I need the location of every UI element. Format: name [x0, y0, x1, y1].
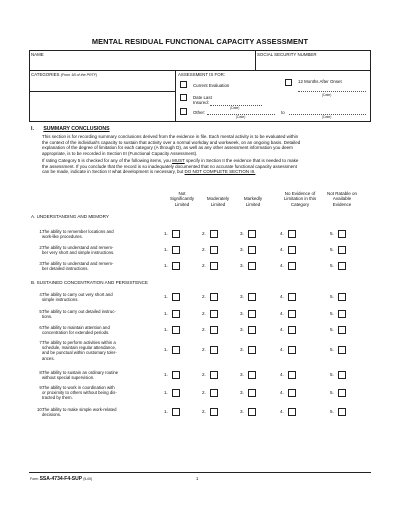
rating-checkbox-1[interactable] — [172, 246, 180, 254]
rating-option-label: 3. — [240, 347, 244, 353]
rating-checkbox-5[interactable] — [338, 246, 346, 254]
item-description: The ability to make simple work-related decisions. — [42, 407, 117, 418]
intro-paragraph: This section is for recording summary conclusions derived from the evidence in file. Each mental activity is to be evaluated within the context of the individual's capacity to sustain that activity over a normal workday and workweek, on an ongoing basis. Detailed explanation of the degree of limitation for each category (A through D), as well as any other assessment information you deem appropriate, is to be recorded in Section III (Functional Capacity Assessment). — [42, 134, 301, 156]
rating-option-label: 4. — [280, 294, 284, 300]
rating-checkbox-5[interactable] — [338, 310, 346, 318]
rating-option-label: 5. — [330, 409, 334, 415]
rating-option-label: 2. — [202, 311, 206, 317]
date-last-insured-caption: (Date) — [230, 106, 240, 110]
categories-field[interactable] — [30, 78, 174, 121]
form-title: MENTAL RESIDUAL FUNCTIONAL CAPACITY ASSESSMENT — [91, 37, 309, 46]
rating-checkbox-1[interactable] — [172, 371, 180, 379]
rating-option-label: 4. — [280, 347, 284, 353]
item-description: The ability to perform activities within a schedule, maintain regular attendance, and be punctual within customary toler- ances. — [42, 340, 117, 361]
item-number: 2. — [39, 245, 43, 250]
twelve-months-checkbox[interactable] — [285, 79, 292, 86]
rating-checkbox-1[interactable] — [172, 262, 180, 270]
rating-checkbox-1[interactable] — [172, 310, 180, 318]
instruction-paragraph: If rating Category 5 is checked for any of the following items, you MUST specify in Section II the evidence that is needed to make the assessment. If you conclude that the record is so inadequately documented that no accurate functional capacity assessment can be made, indicate in Section II what development is necessary, but DO NOT COMPLETE SECTION III. — [42, 158, 299, 175]
rating-checkbox-1[interactable] — [172, 230, 180, 238]
rating-option-label: 4. — [280, 247, 284, 253]
rating-option-label: 3. — [240, 409, 244, 415]
item-number: 10. — [37, 407, 43, 412]
ssn-field[interactable] — [256, 58, 370, 69]
rating-checkbox-3[interactable] — [248, 262, 256, 270]
rating-option-label: 4. — [280, 231, 284, 237]
rating-option-label: 2. — [202, 247, 206, 253]
rating-checkbox-3[interactable] — [248, 230, 256, 238]
rating-checkbox-2[interactable] — [210, 310, 218, 318]
rating-checkbox-4[interactable] — [288, 389, 296, 397]
rating-checkbox-5[interactable] — [338, 408, 346, 416]
item-description: The ability to sustain an ordinary routine without special supervision. — [42, 370, 119, 381]
group-heading-b: B. SUSTAINED CONCENTRATION AND PERSISTENCE — [31, 280, 148, 285]
rating-option-label: 5. — [330, 372, 334, 378]
rating-option-label: 1. — [164, 372, 168, 378]
rating-option-label: 5. — [330, 327, 334, 333]
column-header-2: Moderately Limited — [206, 196, 230, 207]
page-number: 1 — [196, 476, 199, 481]
twelve-months-label: 12 Months After Onset — [298, 79, 342, 84]
rating-checkbox-4[interactable] — [288, 408, 296, 416]
section-heading: I. SUMMARY CONCLUSIONS — [31, 126, 110, 132]
rating-option-label: 2. — [202, 231, 206, 237]
other-from-date-caption: (Date) — [236, 115, 246, 119]
rating-option-label: 3. — [240, 247, 244, 253]
rating-option-label: 1. — [164, 311, 168, 317]
rating-option-label: 1. — [164, 347, 168, 353]
rating-checkbox-2[interactable] — [210, 408, 218, 416]
rating-checkbox-4[interactable] — [288, 293, 296, 301]
twelve-months-date-line[interactable] — [298, 91, 366, 92]
rating-checkbox-1[interactable] — [172, 408, 180, 416]
rating-checkbox-1[interactable] — [172, 389, 180, 397]
rating-option-label: 5. — [330, 231, 334, 237]
ssn-label: SOCIAL SECURITY NUMBER — [257, 52, 317, 57]
item-description: The ability to understand and remem- ber very short and simple instructions. — [42, 245, 115, 256]
column-header-1: Not Significantly Limited — [169, 191, 194, 207]
rating-checkbox-5[interactable] — [338, 262, 346, 270]
twelve-months-date-caption: (Date) — [322, 93, 332, 97]
rating-option-label: 2. — [202, 327, 206, 333]
rating-option-label: 4. — [280, 409, 284, 415]
rating-checkbox-4[interactable] — [288, 262, 296, 270]
rating-option-label: 3. — [240, 294, 244, 300]
rating-option-label: 1. — [164, 389, 168, 395]
rating-checkbox-2[interactable] — [210, 262, 218, 270]
to-label: to — [281, 110, 285, 115]
item-description: The ability to maintain attention and concentration for extended periods. — [42, 325, 110, 336]
rating-checkbox-3[interactable] — [248, 310, 256, 318]
insured-label: Insured: — [193, 100, 209, 105]
form-number: Form SSA-4734-F4-SUP (5-00) — [30, 476, 93, 482]
rating-checkbox-2[interactable] — [210, 293, 218, 301]
rating-option-label: 1. — [164, 247, 168, 253]
item-number: 7. — [39, 340, 43, 345]
rating-option-label: 4. — [280, 311, 284, 317]
other-label: Other: — [193, 110, 206, 115]
rating-checkbox-3[interactable] — [248, 326, 256, 334]
rating-option-label: 4. — [280, 389, 284, 395]
rating-option-label: 4. — [280, 263, 284, 269]
rating-option-label: 5. — [330, 311, 334, 317]
item-description: The ability to work in coordination with or proximity to others without being dis- tracted by them. — [42, 385, 117, 401]
current-evaluation-checkbox[interactable] — [180, 81, 187, 88]
rating-checkbox-4[interactable] — [288, 371, 296, 379]
rating-checkbox-2[interactable] — [210, 326, 218, 334]
rating-checkbox-4[interactable] — [288, 246, 296, 254]
categories-label: CATEGORIES (From 1B of the PRTF) — [31, 72, 98, 77]
column-header-3: Markedly Limited — [243, 196, 263, 207]
date-last-label: Date Last — [193, 95, 212, 100]
other-to-date-caption: (Date) — [322, 115, 332, 119]
rating-checkbox-2[interactable] — [210, 389, 218, 397]
rating-checkbox-2[interactable] — [210, 346, 218, 354]
rating-option-label: 3. — [240, 327, 244, 333]
rating-option-label: 3. — [240, 372, 244, 378]
rating-option-label: 2. — [202, 347, 206, 353]
name-field[interactable] — [30, 58, 254, 69]
rating-option-label: 1. — [164, 409, 168, 415]
item-number: 3. — [39, 261, 43, 266]
group-heading-a: A. UNDERSTANDING AND MEMORY — [31, 214, 109, 219]
rating-option-label: 3. — [240, 389, 244, 395]
rating-checkbox-5[interactable] — [338, 371, 346, 379]
item-number: 4. — [39, 292, 43, 297]
column-header-5: Not Ratable on Available Evidence — [326, 191, 358, 207]
item-number: 9. — [39, 385, 43, 390]
rating-checkbox-4[interactable] — [288, 326, 296, 334]
item-number: 6. — [39, 325, 43, 330]
item-number: 1. — [39, 229, 43, 234]
rating-checkbox-4[interactable] — [288, 230, 296, 238]
assessment-for-label: ASSESSMENT IS FOR: — [178, 72, 226, 77]
rating-checkbox-5[interactable] — [338, 293, 346, 301]
name-label: NAME — [31, 52, 44, 57]
rating-option-label: 1. — [164, 294, 168, 300]
item-description: The ability to carry out very short and simple instructions. — [42, 292, 113, 303]
rating-option-label: 5. — [330, 294, 334, 300]
rating-option-label: 5. — [330, 347, 334, 353]
item-description: The ability to remember locations and work-like procedures. — [42, 229, 114, 240]
rating-checkbox-1[interactable] — [172, 326, 180, 334]
rating-option-label: 3. — [240, 263, 244, 269]
rating-option-label: 2. — [202, 389, 206, 395]
rating-checkbox-3[interactable] — [248, 371, 256, 379]
rating-option-label: 2. — [202, 263, 206, 269]
item-description: The ability to understand and remem- ber detailed instructions. — [42, 261, 114, 272]
item-number: 8. — [39, 370, 43, 375]
rating-checkbox-5[interactable] — [338, 389, 346, 397]
rating-checkbox-2[interactable] — [210, 246, 218, 254]
date-last-insured-checkbox[interactable] — [180, 94, 187, 101]
rating-option-label: 2. — [202, 409, 206, 415]
rating-option-label: 2. — [202, 372, 206, 378]
rating-checkbox-4[interactable] — [288, 310, 296, 318]
rating-option-label: 2. — [202, 294, 206, 300]
rating-option-label: 3. — [240, 311, 244, 317]
rating-checkbox-5[interactable] — [338, 326, 346, 334]
rating-option-label: 1. — [164, 327, 168, 333]
rating-option-label: 5. — [330, 389, 334, 395]
rating-option-label: 1. — [164, 263, 168, 269]
rating-checkbox-3[interactable] — [248, 346, 256, 354]
rating-checkbox-2[interactable] — [210, 371, 218, 379]
rating-checkbox-3[interactable] — [248, 408, 256, 416]
item-number: 5. — [39, 309, 43, 314]
rating-option-label: 1. — [164, 231, 168, 237]
rating-option-label: 5. — [330, 247, 334, 253]
column-header-4: No Evidence of Limitation in this Category — [283, 191, 317, 207]
current-evaluation-label: Current Evaluation — [193, 83, 230, 88]
rating-checkbox-1[interactable] — [172, 293, 180, 301]
rating-checkbox-1[interactable] — [172, 346, 180, 354]
rating-option-label: 4. — [280, 372, 284, 378]
rating-checkbox-4[interactable] — [288, 346, 296, 354]
rating-checkbox-5[interactable] — [338, 346, 346, 354]
rating-option-label: 5. — [330, 263, 334, 269]
rating-checkbox-5[interactable] — [338, 230, 346, 238]
rating-checkbox-3[interactable] — [248, 246, 256, 254]
rating-option-label: 3. — [240, 231, 244, 237]
rating-option-label: 4. — [280, 327, 284, 333]
other-checkbox[interactable] — [180, 108, 187, 115]
rating-checkbox-2[interactable] — [210, 230, 218, 238]
rating-checkbox-3[interactable] — [248, 389, 256, 397]
item-description: The ability to carry out detailed instruc- tions. — [42, 309, 116, 320]
rating-checkbox-3[interactable] — [248, 293, 256, 301]
